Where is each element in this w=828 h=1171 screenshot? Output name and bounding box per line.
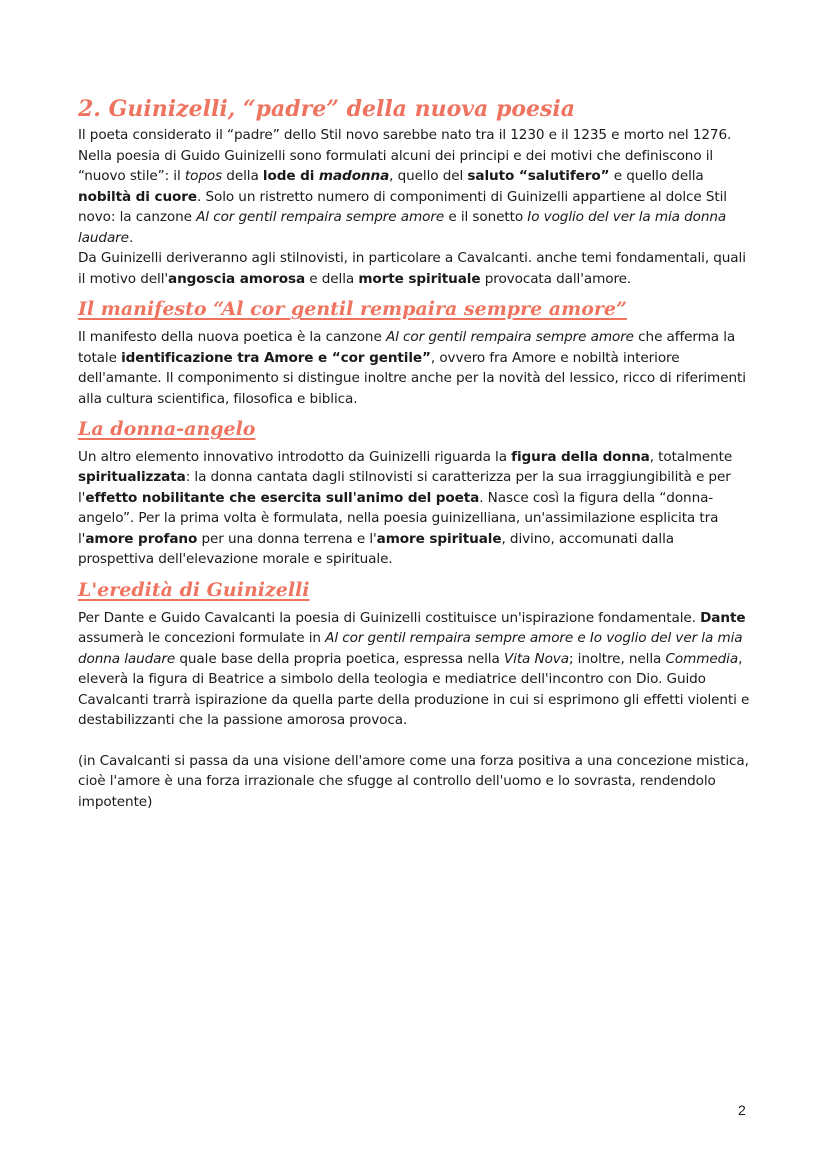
section-eredita bbox=[78, 579, 750, 812]
document-page bbox=[78, 96, 750, 821]
paragraph: Da Guinizelli deriveranno agli stilnovisti, in particolare a Cavalcanti. anche temi fondamentali, quali il motivo dell'angoscia amorosa e della morte spirituale provocata dall'amore. bbox=[78, 250, 746, 287]
paragraph: Il poeta considerato il “padre” dello Stil novo sarebbe nato tra il 1230 e il 1235 e morto nel 1276. Nella poesia di Guido Guinizelli sono formulati alcuni dei principi e dei motivi che definiscono il “nuovo stile”: il topos della lode di madonna, quello del saluto “salutifero” e quello della nobiltà di cuore. Solo un ristretto numero di componimenti di Guinizelli appartiene al dolce Stil novo: la canzone Al cor gentil rempaira sempre amore e il sonetto Io voglio del ver la mia donna laudare. bbox=[78, 127, 732, 246]
section-heading: La donna-angelo bbox=[78, 418, 256, 441]
note-paragraph: (in Cavalcanti si passa da una visione dell'amore come una forza positiva a una concezione mistica, cioè l'amore è una forza irrazionale che sfugge al controllo dell'uomo e lo sovrasta, rendendolo impotente) bbox=[78, 752, 749, 810]
section-manifesto bbox=[78, 298, 750, 409]
section-donna-angelo bbox=[78, 418, 750, 570]
section-guinizelli-padre bbox=[78, 96, 750, 289]
paragraph: Un altro elemento innovativo introdotto da Guinizelli riguarda la figura della donna, totalmente spiritualizzata: la donna cantata dagli stilnovisti si caratterizza per la sua irraggiungibilità e per l'effetto nobilitante che esercita sull'animo del poeta. Nasce così la figura della “donna-angelo”. Per la prima volta è formulata, nella poesia guinizelliana, un'assimilazione esplicita tra l'amore profano per una donna terrena e l'amore spirituale, divino, accomunati dalla prospettiva dell'elevazione morale e spirituale. bbox=[78, 448, 733, 568]
page-number: 2 bbox=[738, 1102, 746, 1118]
paragraph: Il manifesto della nuova poetica è la canzone Al cor gentil rempaira sempre amore che afferma la totale identificazione tra Amore e “cor gentile”, ovvero fra Amore e nobiltà interiore dell'amante. Il componimento si distingue inoltre anche per la novità del lessico, ricco di riferimenti alla cultura scientifica, filosofica e biblica. bbox=[78, 329, 746, 407]
section-heading: Il manifesto “Al cor gentil rempaira sempre amore” bbox=[78, 298, 627, 321]
section-title: 2. Guinizelli, “padre” della nuova poesia bbox=[78, 96, 575, 122]
section-heading: L'eredità di Guinizelli bbox=[78, 578, 310, 601]
paragraph: Per Dante e Guido Cavalcanti la poesia di Guinizelli costituisce un'ispirazione fondamentale. Dante assumerà le concezioni formulate in Al cor gentil rempaira sempre amore e Io voglio del ver la mia donna laudare quale base della propria poetica, espressa nella Vita Nova; inoltre, nella Commedia, eleverà la figura di Beatrice a simbolo della teologia e mediatrice dell'incontro con Dio. Guido Cavalcanti trarrà ispirazione da quella parte della produzione in cui si esprimono gli effetti violenti e destabilizzanti che la passione amorosa provoca. bbox=[78, 609, 750, 729]
